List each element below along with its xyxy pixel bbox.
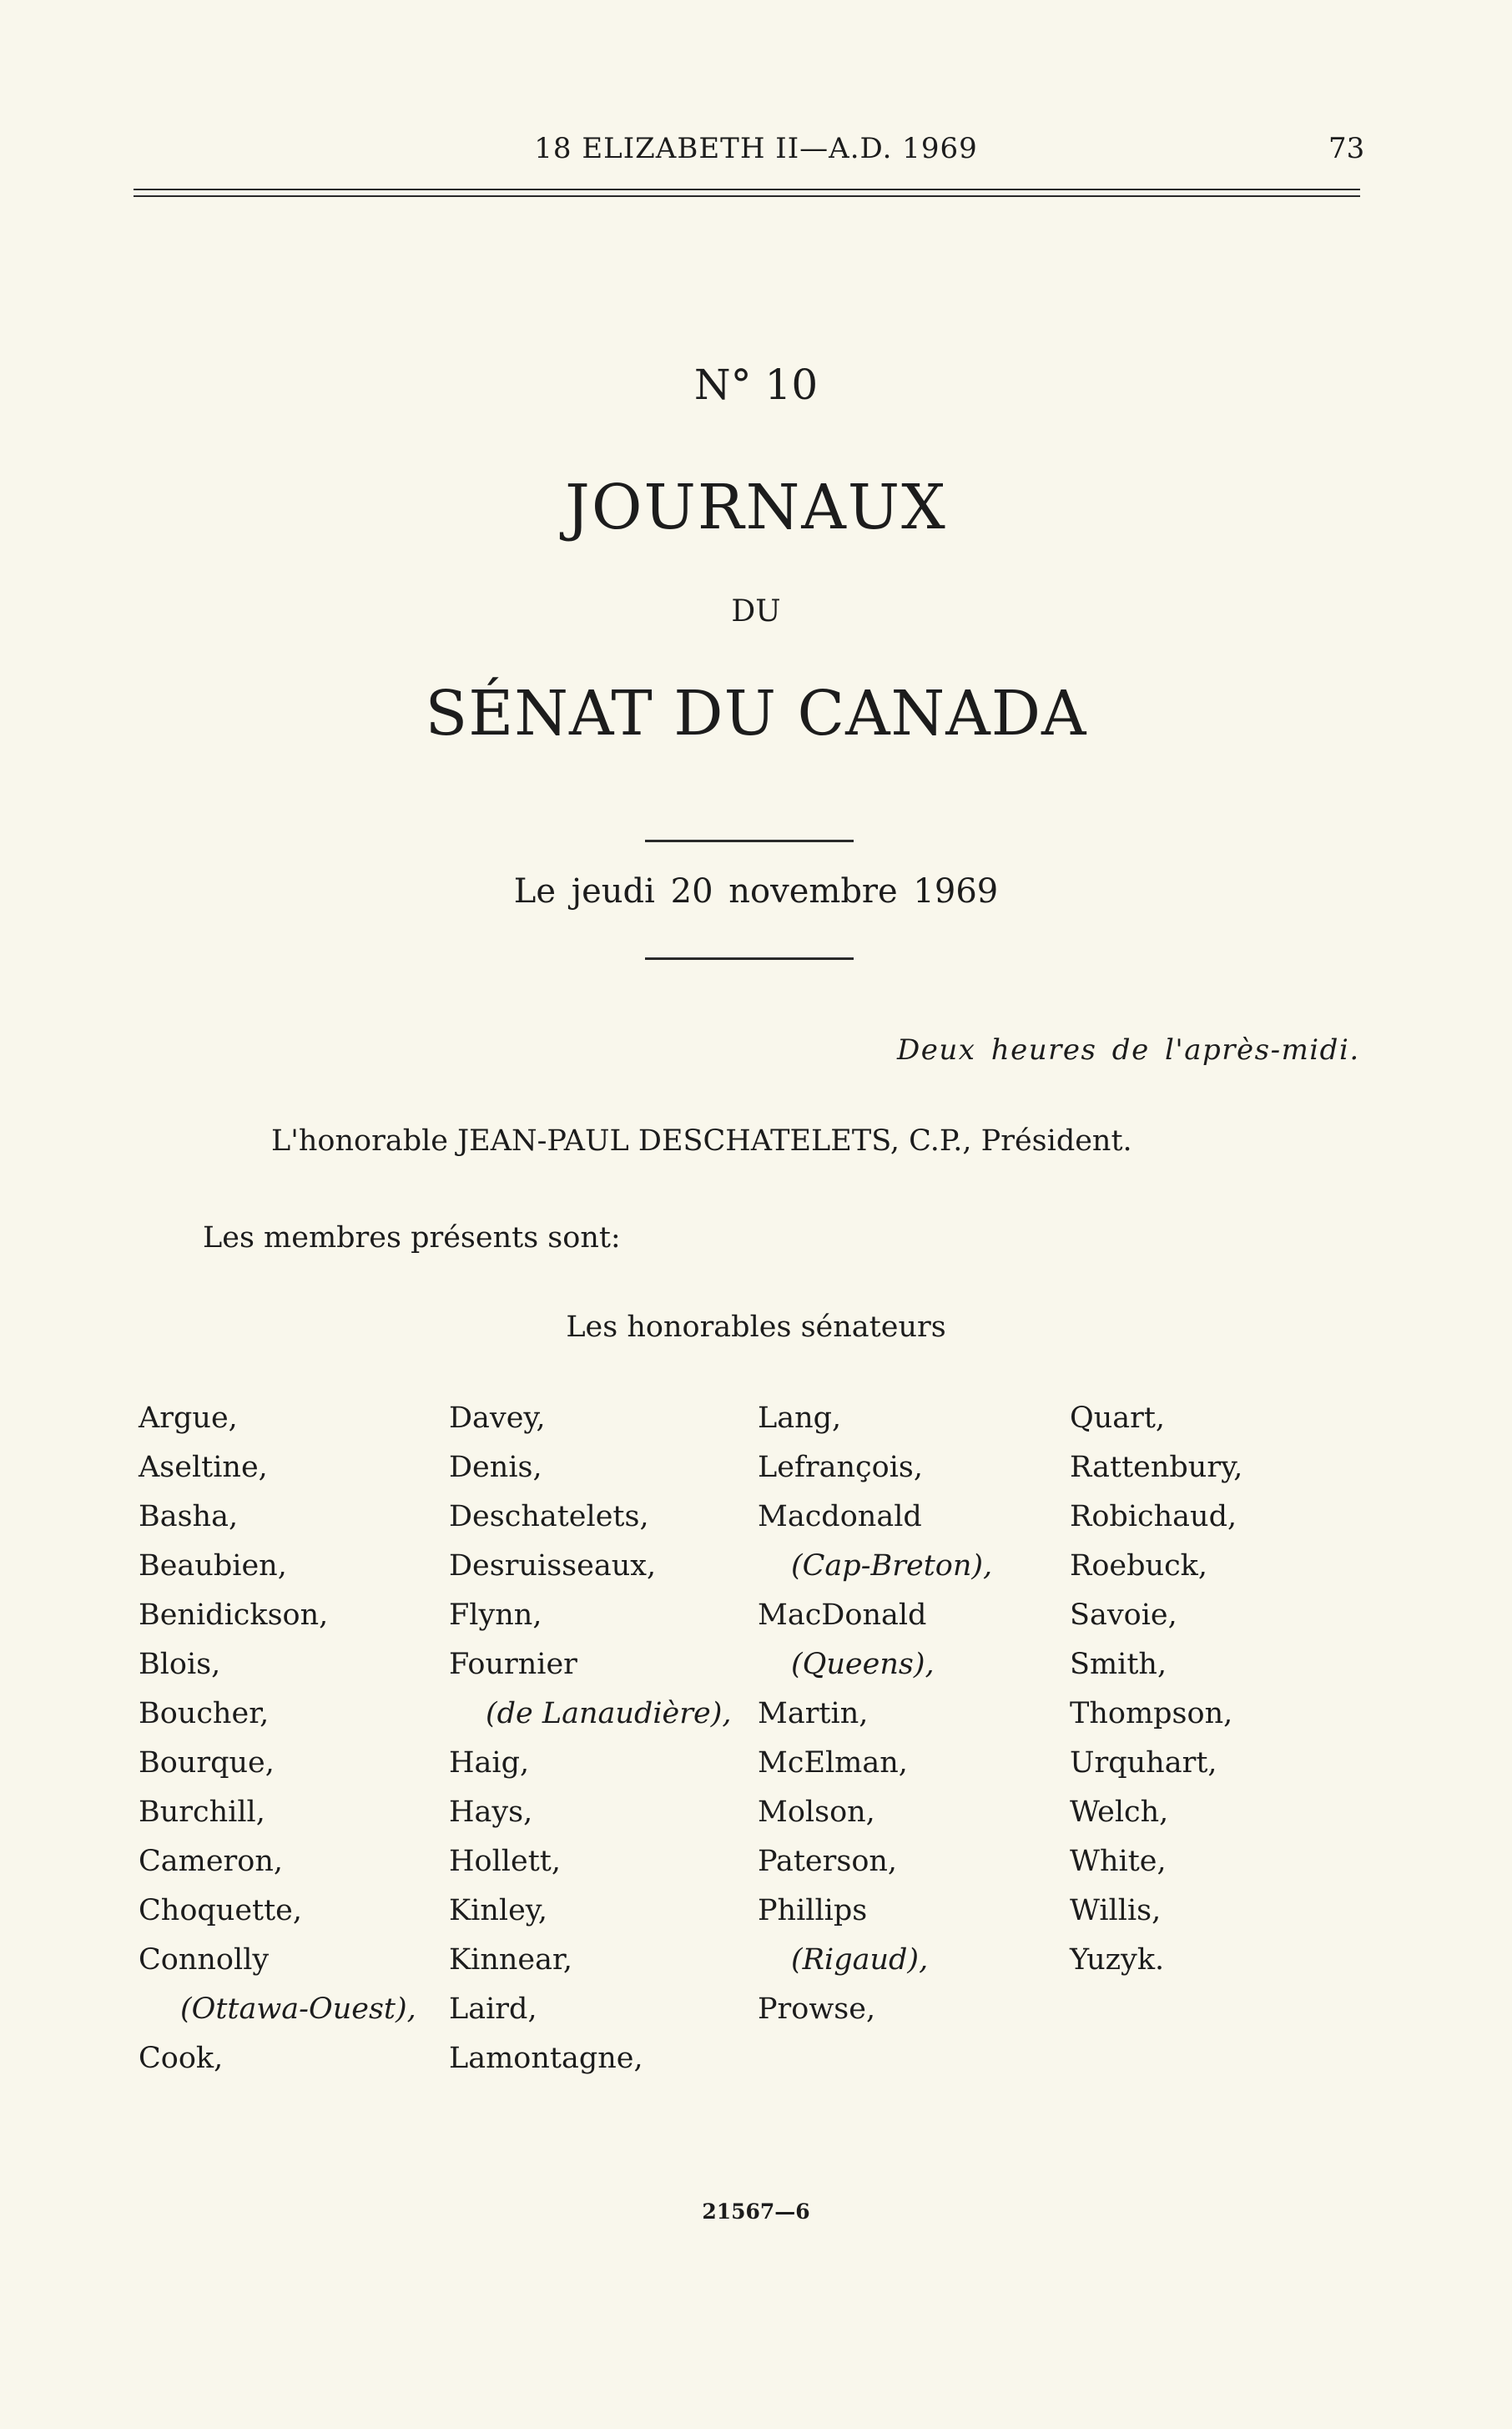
senator-name: MacDonald <box>758 1598 927 1632</box>
senator-name: Denis, <box>449 1451 542 1484</box>
senator-name: Welch, <box>1070 1795 1169 1829</box>
senator-name: Savoie, <box>1070 1598 1177 1632</box>
senator-name: Deschatelets, <box>449 1500 649 1533</box>
senator-name: Davey, <box>449 1401 546 1435</box>
senator-name: Lang, <box>758 1401 842 1435</box>
header-rule-top <box>134 189 1360 190</box>
senator-name: Beaubien, <box>139 1549 287 1583</box>
senator-name: Prowse, <box>758 1992 876 2026</box>
senator-name: Molson, <box>758 1795 875 1829</box>
senator-name: Boucher, <box>139 1697 270 1730</box>
senator-name: Martin, <box>758 1697 869 1730</box>
senator-name: Kinley, <box>449 1894 548 1927</box>
senator-name: Haig, <box>449 1746 530 1780</box>
senator-name: Cook, <box>139 2042 224 2075</box>
senator-name: Flynn, <box>449 1598 542 1632</box>
senator-name: Willis, <box>1070 1894 1162 1927</box>
title-du: DU <box>731 594 781 629</box>
sitting-date: Le jeudi 20 novembre 1969 <box>513 872 999 911</box>
senator-name: Hays, <box>449 1795 533 1829</box>
senator-name: Argue, <box>139 1401 238 1435</box>
senator-name: Quart, <box>1070 1401 1166 1435</box>
senator-name: Choquette, <box>139 1894 303 1927</box>
senator-name: Urquhart, <box>1070 1746 1217 1780</box>
senator-name: Burchill, <box>139 1795 265 1829</box>
senator-name: Phillips <box>758 1894 868 1927</box>
senator-name: Fournier <box>449 1648 577 1681</box>
senator-name: Laird, <box>449 1992 537 2026</box>
senator-name: Lamontagne, <box>449 2042 643 2075</box>
senator-name: White, <box>1070 1845 1167 1878</box>
senator-name: Aseltine, <box>139 1451 268 1484</box>
senator-name: Rattenbury, <box>1070 1451 1243 1484</box>
running-header: 18 ELIZABETH II—A.D. 1969 <box>534 132 978 165</box>
senators-column-4 <box>1070 1394 1242 1985</box>
senator-name: Benidickson, <box>139 1598 329 1632</box>
senators-heading: Les honorables sénateurs <box>566 1310 946 1344</box>
senator-riding: (de Lanaudière), <box>486 1697 732 1730</box>
senator-name: Connolly <box>139 1943 270 1977</box>
senator-name: Kinnear, <box>449 1943 573 1977</box>
senator-name: Robichaud, <box>1070 1500 1237 1533</box>
senator-name: Basha, <box>139 1500 239 1533</box>
presiding-officer: L'honorable JEAN-PAUL DESCHATELETS, C.P., Président. <box>271 1124 1132 1158</box>
senator-name: Roebuck, <box>1070 1549 1208 1583</box>
senators-column-1 <box>139 1394 416 2083</box>
senator-name: Desruisseaux, <box>449 1549 657 1583</box>
title-senat: SÉNAT DU CANADA <box>425 678 1087 750</box>
senator-name: Paterson, <box>758 1845 898 1878</box>
members-intro: Les membres présents sont: <box>203 1221 621 1255</box>
senator-riding: (Ottawa-Ouest), <box>180 1992 416 2026</box>
printing-code: 21567—6 <box>702 2199 810 2224</box>
senator-name: Hollett, <box>449 1845 561 1878</box>
senator-name: McElman, <box>758 1746 908 1780</box>
senator-name: Blois, <box>139 1648 221 1681</box>
senator-name: Thompson, <box>1070 1697 1233 1730</box>
header-rule-bottom <box>134 195 1360 197</box>
date-rule-top <box>645 840 854 842</box>
senator-riding: (Queens), <box>791 1648 935 1681</box>
senator-name: Yuzyk. <box>1070 1943 1165 1977</box>
senator-riding: (Cap-Breton), <box>791 1549 993 1583</box>
senator-name: Bourque, <box>139 1746 275 1780</box>
senators-column-2 <box>449 1394 732 2083</box>
senator-riding: (Rigaud), <box>791 1943 929 1977</box>
senator-name: Macdonald <box>758 1500 922 1533</box>
senator-name: Lefrançois, <box>758 1451 924 1484</box>
senator-name: Smith, <box>1070 1648 1167 1681</box>
page-number: 73 <box>1328 132 1365 165</box>
title-journaux: JOURNAUX <box>565 472 947 543</box>
journal-number: N° 10 <box>693 361 819 409</box>
senator-name: Cameron, <box>139 1845 284 1878</box>
sitting-time: Deux heures de l'après-midi. <box>897 1033 1360 1067</box>
date-rule-bottom <box>645 957 854 960</box>
senators-column-3 <box>758 1394 992 2034</box>
